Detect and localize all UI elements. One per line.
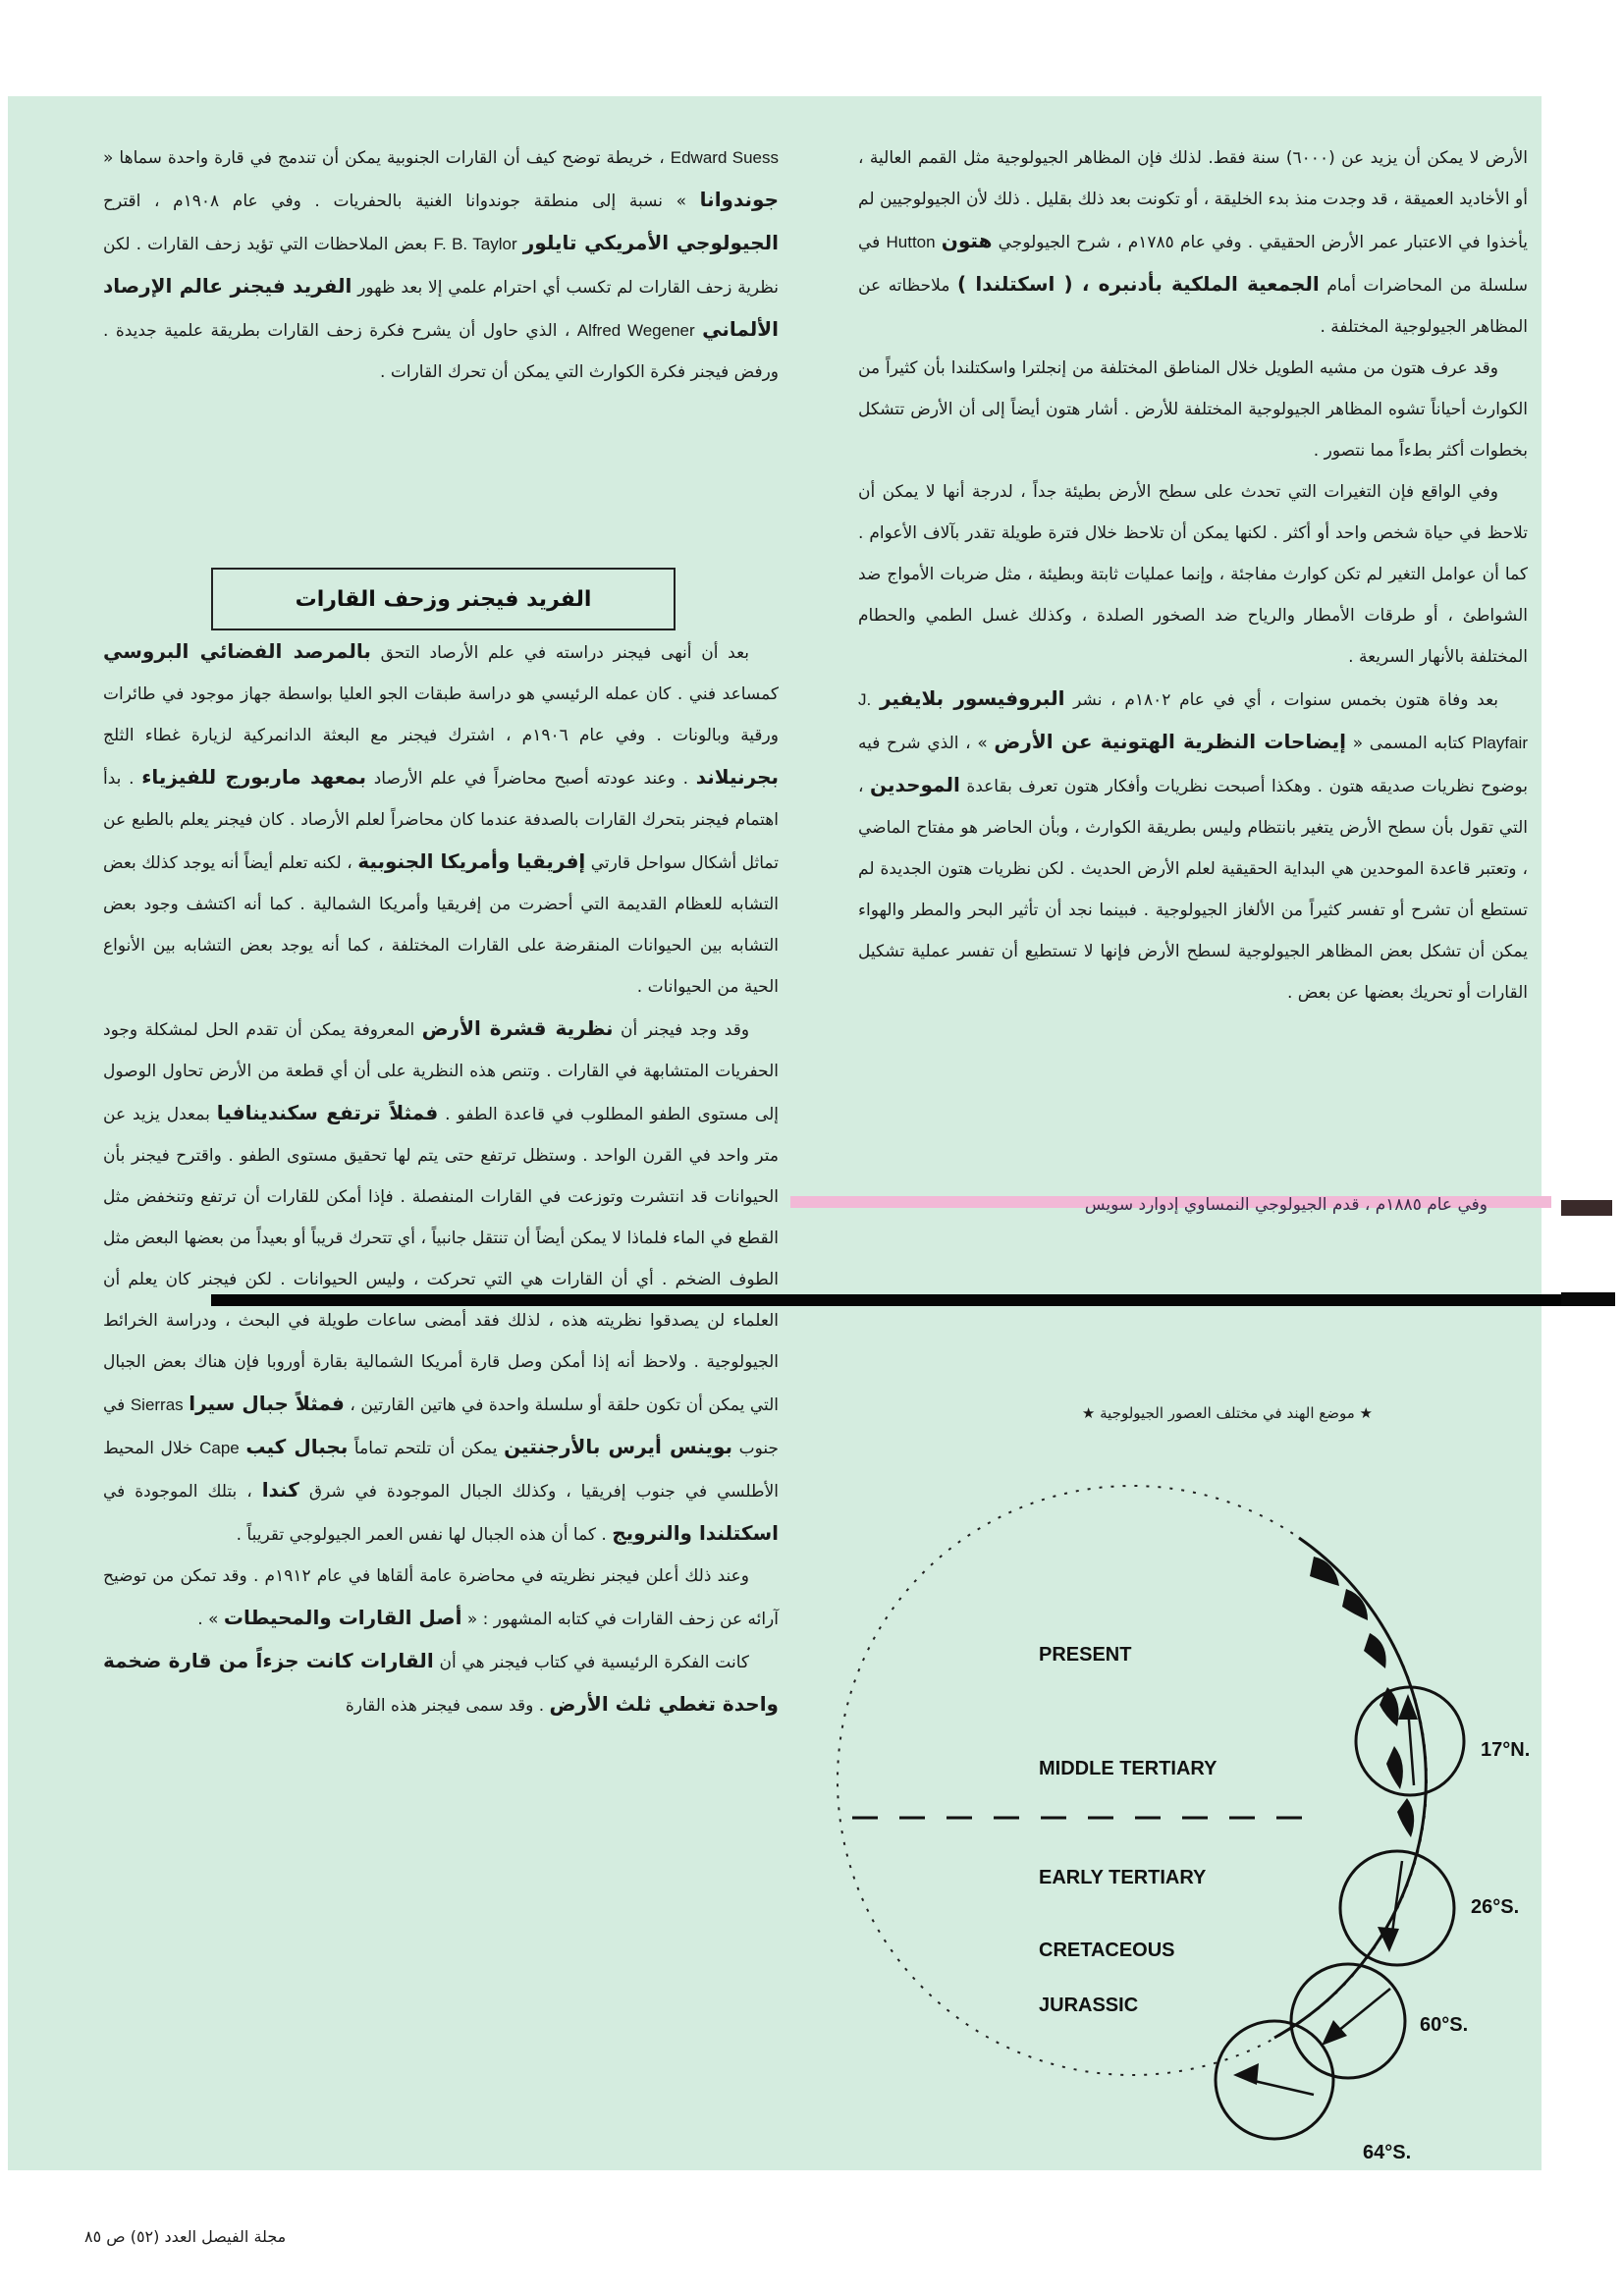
bold-phrase: إفريقيا وأمريكا الجنوبية bbox=[357, 849, 586, 873]
bold-phrase: بجبال كيب bbox=[245, 1435, 349, 1458]
landmass-shape bbox=[1310, 1557, 1339, 1586]
bold-phrase: إيضاحات النظرية الهتونية عن الأرض bbox=[994, 730, 1346, 753]
figure-caption: ★ موضع الهند في مختلف العصور الجيولوجية ★ bbox=[1081, 1404, 1373, 1422]
latin-name: Hutton bbox=[886, 233, 936, 251]
bold-phrase: الفريد فيجنر عالم الإرصاد الألماني bbox=[103, 274, 780, 341]
paragraph: وقد وجد فيجنر أن نظرية قشرة الأرض المعروفة يمكن أن تقدم الحل لمشكلة وجود الحفريات المتشابهة في القارات . وتنص هذه النظرية على أن أي قطعة من الأرض تحاول الوصول إلى مستوى الطفو المطلوب في قاعدة الطفو . فمثلاً ترتفع سكندينافيا بمعدل يزيد عن متر واحد في القرن الواحد . وستظل ترتفع حتى يتم لها تحقيق مستوى الطفو . واقترح فيجنر بأن الحيوانات قد انتشرت وتوزعت في القارات المنفصلة . فإذا أمكن للقارات أن ترتفع وتنخفض مثل القطع في الماء فلماذا لا يمكن أيضاً أن تنتقل جانبياً ، أي تتحرك قريباً أو بعيداً من بعضها البعض مثل الطوف الضخم . أي أن القارات هي التي تحركت ، وليس الحيوانات . لكن فيجنر كان يعلم أن العلماء لن يصدقوا نظريته هذه ، لذلك فقد أمضى ساعات طويلة في البحث ، ودراسة الخرائط الجيولوجية . ولاحظ أنه إذا أمكن وصل قارة أمريكا الشمالية بقارة أوروبا فإن هناك بعض الجبال التي يمكن أن تكون حلقة أو سلسلة واحدة في هاتين القارتين ، فمثلاً جبال سيرا Sierras في جنوب بوينس أيرس بالأرجنتين يمكن أن تلتحم تماماً بجبال كيب Cape خلال المحيط الأطلسي في جنوب إفريقيا ، وكذلك الجبال الموجودة في شرق كندا ، بتلك الموجودة في اسكتلندا والنرويج . كما أن هذه الجبال لها نفس العمر الجيولوجي تقريباً . bbox=[103, 1016, 780, 1545]
earth-outline bbox=[838, 1486, 1427, 2075]
bold-phrase: الموحدين bbox=[870, 773, 960, 796]
scan-artifact-dark bbox=[1561, 1200, 1612, 1216]
paragraph: بعد وفاة هتون بخمس سنوات ، أي في عام ١٨٠٢م ، نشر البروفيسور بلايفير J. Playfair كتابه المسمى « إيضاحات النظرية الهتونية عن الأرض » ، الذي شرح فيه بوضوح نظريات صديقه هتون . وهكذا أصبحت نظريات وأفكار هتون تعرف بقاعدة الموحدين ، التي تقول بأن سطح الأرض يتغير بانتظام وليس بطريقة الكوارث ، وبأن الحاضر هو مفتاح الماضي ، وتعتبر قاعدة الموحدين هي البداية الحقيقية لعلم الأرض الحديث . لكن نظريات هتون الجديدة لم تستطع أن تشرح أو تفسر كثيراً من الألغاز الجيولوجية . فبينما نجد أن تأثير البحر والمطر والهواء يمكن أن تشكل بعض المظاهر الجيولوجية لسطح الأرض فإنها لا تستطيع أن تفسر عملية تشكيل القارات أو تحريك بعضها عن بعض . bbox=[858, 686, 1528, 1003]
bold-phrase: بوينس أيرس بالأرجنتين bbox=[504, 1435, 733, 1458]
latitude-60s: 60°S. bbox=[1420, 2014, 1469, 2036]
bold-phrase: القارات كانت جزءاً من قارة ضخمة واحدة تغطي ثلث الأرض bbox=[103, 1649, 779, 1716]
latin-name: Cape bbox=[199, 1439, 240, 1457]
label-middle-tertiary: MIDDLE TERTIARY bbox=[1039, 1758, 1217, 1779]
bold-name: هتون bbox=[941, 229, 993, 252]
bold-phrase: فمثلاً ترتفع سكندينافيا bbox=[216, 1101, 439, 1124]
bold-phrase: بجرنيلاند bbox=[695, 765, 779, 789]
bold-phrase: كندا bbox=[261, 1478, 299, 1502]
scan-artifact-black bbox=[1561, 1292, 1615, 1306]
right-column-text bbox=[858, 137, 1528, 1013]
label-jurassic: JURASSIC bbox=[1039, 1995, 1139, 2016]
latin-name: Sierras bbox=[130, 1395, 184, 1414]
scan-artifact-black bbox=[211, 1294, 1581, 1306]
section-heading: الفريد فيجنر وزحف القارات bbox=[211, 568, 676, 630]
left-column-top-text bbox=[103, 137, 779, 393]
bold-phrase: الجيولوجي الأمريكي تايلور bbox=[522, 231, 779, 254]
label-present: PRESENT bbox=[1039, 1644, 1132, 1666]
landmass-shape bbox=[1386, 1746, 1403, 1789]
compass-17n bbox=[1356, 1687, 1464, 1795]
latin-name: Edward Suess bbox=[670, 148, 780, 167]
latin-name: Alfred Wegener bbox=[576, 321, 695, 340]
india-drift-diagram bbox=[852, 1417, 1559, 2163]
bold-phrase: البروفيسور بلايفير bbox=[879, 686, 1065, 710]
partial-text-line: وفي عام ١٨٨٥م ، قدم الجيولوجي النمساوي إدوارد سويس bbox=[1084, 1195, 1488, 1215]
label-cretaceous: CRETACEOUS bbox=[1039, 1940, 1175, 1961]
latin-name: F. B. Taylor bbox=[433, 235, 517, 253]
latitude-64s: 64°S. bbox=[1363, 2142, 1412, 2163]
paragraph: وقد عرف هتون من مشيه الطويل خلال المناطق المختلفة من إنجلترا واسكتلندا بأن كثيراً من الكوارث أحياناً تشوه المظاهر الجيولوجية المختلفة للأرض . أشار هتون أيضاً إلى أن الأرض تتشكل بخطوات أكثر بطءاً مما نتصور . bbox=[858, 358, 1528, 461]
landmass-shape bbox=[1364, 1633, 1386, 1668]
compass-64s bbox=[1216, 2021, 1333, 2139]
bold-phrase: بالمرصد الفضائي البروسي bbox=[103, 639, 371, 663]
bold-phrase: الجمعية الملكية بأدنبره ، ( اسكتلندا ) bbox=[957, 272, 1320, 296]
page-footer: مجلة الفيصل العدد (٥٢) ص ٨٥ bbox=[84, 2227, 287, 2246]
magazine-page bbox=[8, 96, 1542, 2246]
latitude-17n: 17°N. bbox=[1481, 1739, 1531, 1761]
label-early-tertiary: EARLY TERTIARY bbox=[1039, 1867, 1207, 1888]
landmass-shape bbox=[1342, 1589, 1368, 1620]
bold-phrase: جوندوانا bbox=[699, 188, 779, 211]
paragraph: وفي الواقع فإن التغيرات التي تحدث على سطح الأرض بطيئة جداً ، لدرجة أنها لا يمكن أن تلاحظ في حياة شخص واحد أو أكثر . لكنها يمكن أن تلاحظ خلال فترة طويلة تقدر بآلاف الأعوام . كما أن عوامل التغير لم تكن كوارث مفاجئة ، وإنما عمليات ثابتة وبطيئة ، مثل ضربات الأمواج ضد الشواطئ ، أو طرقات الأمطار والرياح ضد الصخور الصلدة ، وكذلك غسل الطمي والحطام المختلفة بالأنهار السريعة . bbox=[858, 482, 1528, 667]
paragraph: Edward Suess ، خريطة توضح كيف أن القارات الجنوبية يمكن أن تندمج في قارة واحدة سماها « جوندوانا » نسبة إلى منطقة جوندوانا الغنية بالحفريات . وفي عام ١٩٠٨م ، اقترح الجيولوجي الأمريكي تايلور F. B. Taylor بعض الملاحظات التي تؤيد زحف القارات . لكن نظرية زحف القارات لم تكسب أي احترام علمي إلا بعد ظهور الفريد فيجنر عالم الإرصاد الألماني Alfred Wegener ، الذي حاول أن يشرح فكرة زحف القارات بطريقة علمية جديدة . ورفض فيجنر فكرة الكوارث التي يمكن أن تحرك القارات . bbox=[103, 148, 780, 382]
paragraph: بعد أن أنهى فيجنر دراسته في علم الأرصاد التحق بالمرصد الفضائي البروسي كمساعد فني . كان عمله الرئيسي هو دراسة طبقات الجو العليا بواسطة جهاز موجود في طائرات ورقية وبالونات . وفي عام ١٩٠٦م ، اشترك فيجنر مع البعثة الدانمركية لزيارة غطاء الثلج بجرنيلاند . وعند عودته أصبح محاضراً في علم الأرصاد بمعهد ماربورج للفيزياء . بدأ اهتمام فيجنر بتحرك القارات بالصدفة عندما كان محاضراً لعلم الأرصاد . كان فيجنر يعلم بالطبع عن تماثل أشكال سواحل قارتي إفريقيا وأمريكا الجنوبية ، لكنه تعلم أيضاً أنه يوجد كذلك بعض التشابه للعظام القديمة التي أحضرت من إفريقيا وأمريكا الشمالية . كما أنه اكتشف وجود بعض التشابه بين الحيوانات المنقرضة على القارات المختلفة ، كما أنه يوجد بعض التشابه بين الأنواع الحية من الحيوانات . bbox=[103, 639, 779, 997]
latin-name: J. Playfair bbox=[858, 690, 1528, 752]
paragraph: كانت الفكرة الرئيسية في كتاب فيجنر هي أن القارات كانت جزءاً من قارة ضخمة واحدة تغطي ثلث الأرض . وقد سمى فيجنر هذه القارة bbox=[103, 1649, 779, 1716]
paragraph: الأرض لا يمكن أن يزيد عن (٦٠٠٠) سنة فقط. لذلك فإن المظاهر الجيولوجية مثل القمم العالية ، أو الأخاديد العميقة ، قد وجدت منذ بدء الخليقة ، أو تكونت بعد ذلك بقليل . ذلك لأن الجيولوجيين لم يأخذوا في الاعتبار عمر الأرض الحقيقي . وفي عام ١٧٨٥م ، شرح الجيولوجي هتون Hutton في سلسلة من المحاضرات أمام الجمعية الملكية بأدنبره ، ( اسكتلندا ) ملاحظاته عن المظاهر الجيولوجية المختلفة . bbox=[858, 148, 1529, 337]
paragraph: وعند ذلك أعلن فيجنر نظريته في محاضرة عامة ألقاها في عام ١٩١٢م . وقد تمكن من توضيح آرائه عن زحف القارات في كتابه المشهور : « أصل القارات والمحيطات » . bbox=[103, 1566, 779, 1629]
landmass-shape bbox=[1397, 1798, 1414, 1837]
latitude-26s: 26°S. bbox=[1471, 1896, 1520, 1918]
bold-phrase: بمعهد ماربورج للفيزياء bbox=[141, 765, 366, 789]
bold-phrase: اسكتلندا والنرويج bbox=[612, 1521, 779, 1545]
bold-phrase: فمثلاً جبال سيرا bbox=[189, 1392, 345, 1415]
left-column-bottom-text bbox=[103, 630, 779, 1726]
bold-phrase: نظرية قشرة الأرض bbox=[421, 1016, 614, 1040]
bold-phrase: أصل القارات والمحيطات bbox=[223, 1606, 462, 1629]
